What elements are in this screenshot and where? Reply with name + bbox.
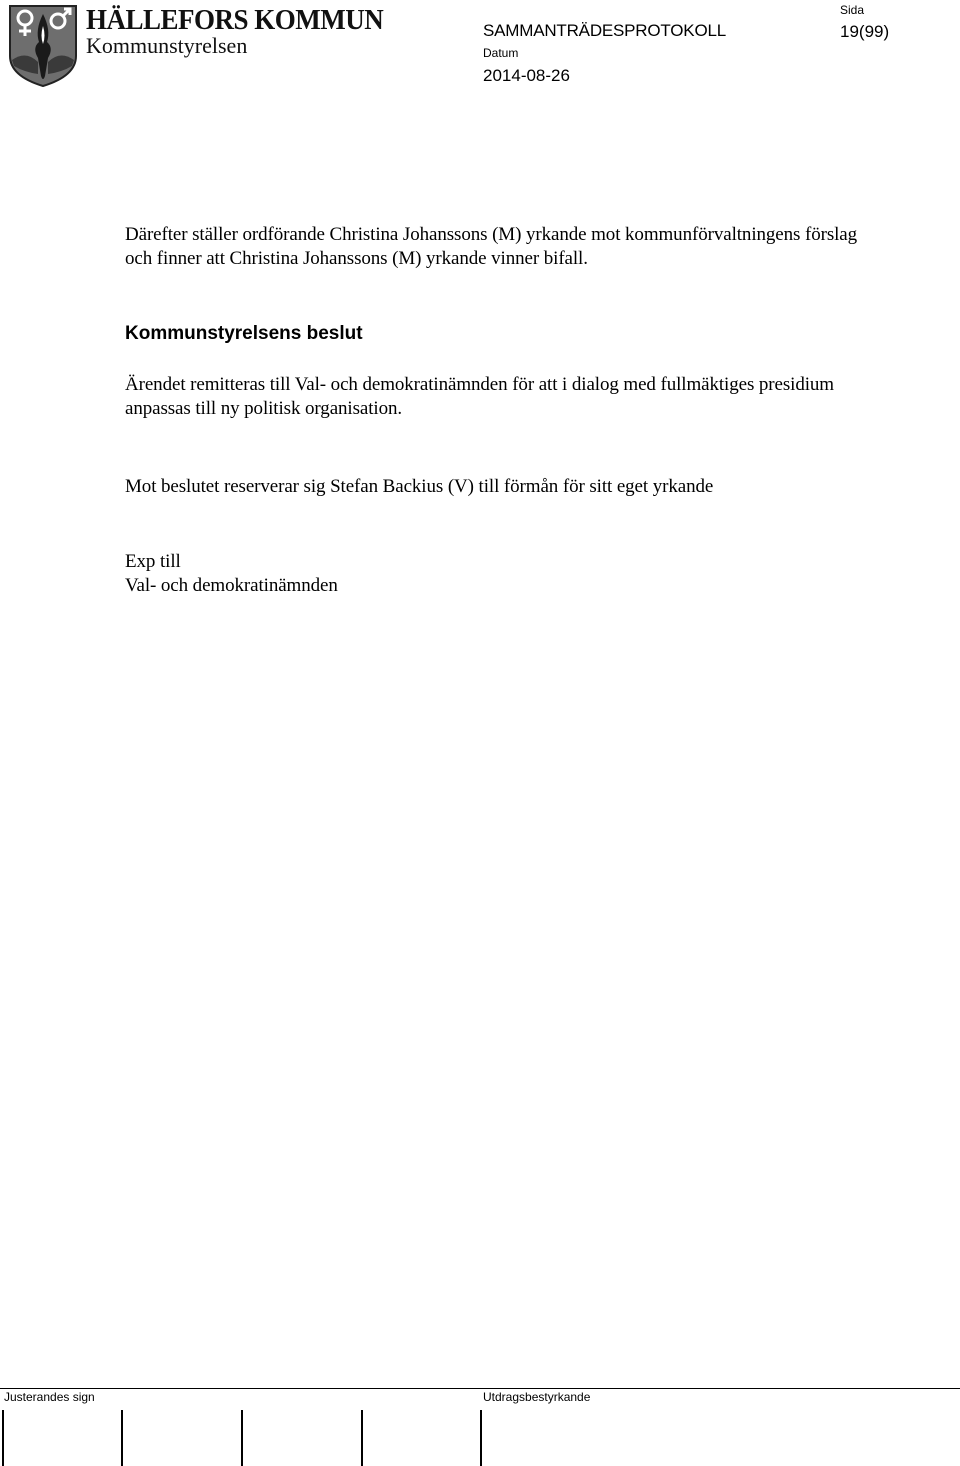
- paragraph-decision: [125, 373, 885, 421]
- signature-box-divider: [480, 1410, 482, 1466]
- paragraph-text: Därefter ställer ordförande Christina Johanssons (M) yrkande mot kommunförvaltningens förslag och finner att Christina Johanssons (M) yrkande vinner bifall.: [125, 224, 858, 269]
- paragraph-reservation: [125, 475, 885, 499]
- signature-box-divider: [121, 1410, 123, 1466]
- paragraph-decision-process: [125, 223, 885, 271]
- signature-box-divider: [361, 1410, 363, 1466]
- signature-box-divider: [241, 1410, 243, 1466]
- signature-box-divider: [2, 1410, 4, 1466]
- organization-unit: Kommunstyrelsen: [86, 33, 248, 58]
- section-heading: Kommunstyrelsens beslut: [125, 323, 363, 344]
- coat-of-arms-logo: [8, 4, 78, 88]
- signature-label: Justerandes sign: [4, 1390, 95, 1404]
- page-label: Sida: [840, 3, 865, 17]
- paragraph-text: Mot beslutet reserverar sig Stefan Backius (V) till förmån för sitt eget yrkande: [125, 476, 714, 497]
- expedition-recipient: Val- och demokratinämnden: [125, 575, 338, 596]
- certification-label: Utdragsbestyrkande: [483, 1390, 591, 1404]
- paragraph-text: Ärendet remitteras till Val- och demokratinämnden för att i dialog med fullmäktiges presidium anpassas till ny politisk organisation.: [125, 374, 834, 419]
- page-number: 19(99): [840, 22, 890, 41]
- date-label: Datum: [483, 46, 519, 60]
- date-value: 2014-08-26: [483, 66, 570, 85]
- document-type: SAMMANTRÄDESPROTOKOLL: [483, 21, 726, 40]
- organization-name: HÄLLEFORS KOMMUN: [86, 4, 384, 36]
- expedition-block: [125, 550, 885, 598]
- expedition-label: Exp till: [125, 551, 181, 572]
- footer-divider: [0, 1388, 960, 1389]
